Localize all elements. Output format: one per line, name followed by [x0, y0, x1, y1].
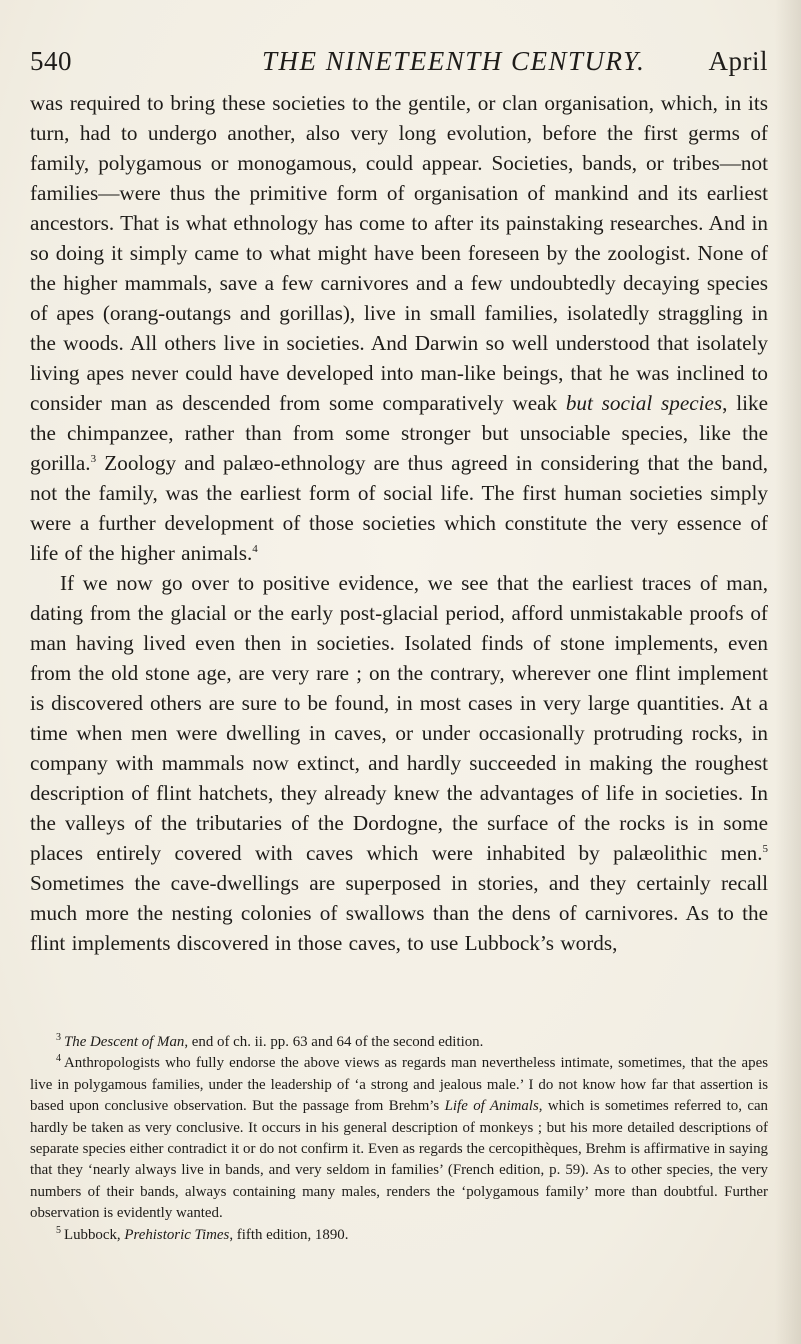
footnote-mark: 5 — [56, 1224, 61, 1236]
running-header — [30, 46, 768, 86]
header-month: April — [708, 46, 768, 76]
footnote-4: $^4$ Anthropologists who fully endorse the above views as regards man nevertheless intimate, sometimes, that the apes live in polygamous families, under the leadership of ‘a strong and jealous male.’ I do not know how far that assertion is based upon conclusive observation. But the passage from Brehm’s Life of Animals, which is sometimes referred to, can hardly be taken as very conclusive. It occurs in his general description of monkeys ; but his more detailed descriptions of separate species either contradict it or do not confirm it. Even as regards the cercopithèques, Brehm is affirmative in saying that they ‘nearly always live in bands, and very seldom in families’ (French edition, p. 59). As to other species, the very numbers of their bands, always containing many males, renders the ‘polygamous family’ more than doubtful. Further observation is evidently wanted. — [30, 1053, 769, 1222]
footnotes — [30, 1032, 768, 1246]
emphasis-text: but social species — [565, 391, 723, 415]
footnote-ref-5[interactable]: 5 — [762, 842, 768, 855]
running-title: THE NINETEENTH CENTURY. — [262, 46, 646, 76]
footnote-5: $^5$ Lubbock, Prehistoric Times, fifth edition, 1890. — [56, 1224, 349, 1243]
page-edge-shadow — [775, 0, 801, 1344]
page-number: 540 — [30, 46, 72, 76]
footnote-ref-3[interactable]: 3 — [90, 452, 97, 465]
body-text — [30, 88, 768, 958]
footnote-3: $^3$ The Descent of Man, end of ch. ii. pp. 63 and 64 of the second edition. — [56, 1032, 484, 1050]
footnote-mark: 4 — [56, 1053, 61, 1065]
paragraph-2: If we now go over to positive evidence, we see that the earliest traces of man, dating from the glacial or the early post-glacial period, afford unmistakable proofs of man having lived even then in societies. Isolated finds of stone implements, even from the old stone age, are very rare ; on the contrary, wherever one flint implement is discovered others are sure to be found, in most cases in very large quantities. At a time when men were dwelling in caves, or under occasionally protruding rocks, in company with mammals now extinct, and hardly succeeded in making the roughest description of flint hatchets, they already knew the advantages of life in societies. In the valleys of the tributaries of the Dordogne, the surface of the rocks is in some places entirely covered with caves which were inhabited by palæolithic men.$^5$ Sometimes the cave-dwellings are superposed in stories, and they certainly recall much more the nesting colonies of swallows than the dens of carnivores. As to the flint implements discovered in those caves, to use Lubbock’s words, — [30, 571, 768, 955]
footnote-ref-4[interactable]: 4 — [252, 542, 258, 555]
footnote-mark: 3 — [56, 1032, 61, 1044]
paragraph-1: was required to bring these societies to the gentile, or clan organisation, which, in its turn, had to undergo another, also very long evolution, before the first germs of family, polygamous or monogamous, could appear. Societies, bands, or tribes—not families—were thus the primitive form of organisation of mankind and its earliest ancestors. That is what ethnology has come to after its painstaking researches. And in so doing it simply came to what might have been foreseen by the zoologist. None of the higher mammals, save a few carnivores and a few undoubtedly decaying species of apes (orang-outangs and gorillas), live in small families, isolatedly straggling in the woods. All others live in societies. And Darwin so well understood that isolately living apes never could have developed into man-like beings, that he was inclined to consider man as descended from some comparatively weak but social species, like the chimpanzee, rather than from some stronger but unsociable species, like the gorilla.$^3$ Zoology and palæo-ethnology are thus agreed in considering that the band, not the family, was the earliest form of social life. The first human societies simply were a further development of those societies which constitute the very essence of life of the higher animals.$^4$ — [30, 91, 768, 565]
